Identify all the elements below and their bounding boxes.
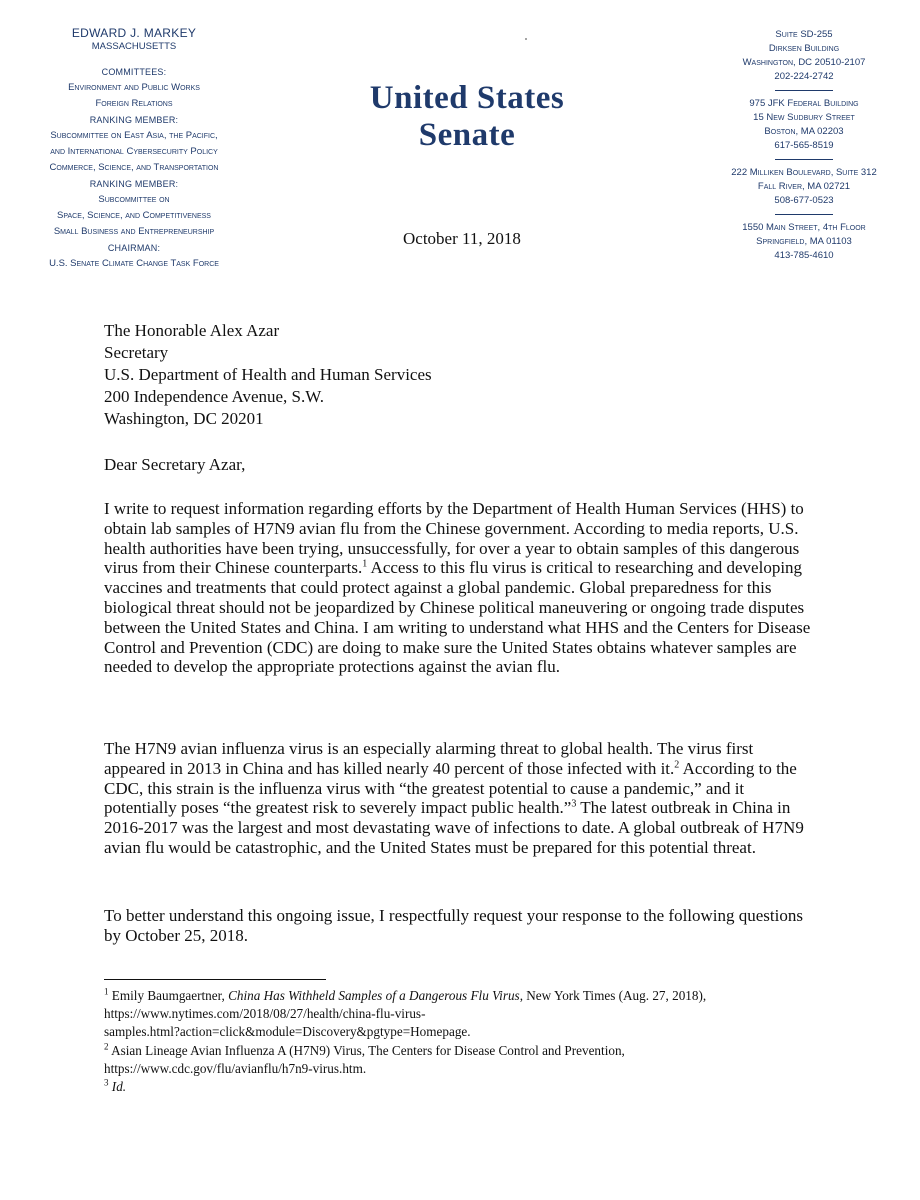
footnote-2: [104, 1042, 824, 1060]
committee-heading: RANKING MEMBER:: [89, 179, 179, 189]
address-line: Washington, DC 20201: [104, 409, 264, 428]
office-line: 15 New Sudbury Street: [753, 112, 855, 123]
office-line: 617-565-8519: [774, 140, 834, 151]
footnote-number: 3: [104, 1077, 109, 1088]
footnote-author: Emily Baumgaertner,: [111, 988, 229, 1003]
footnote-source: , New York Times (Aug. 27, 2018),: [519, 988, 707, 1003]
office-separator: [775, 214, 833, 215]
footnote-ref: 2: [674, 759, 680, 771]
office-block: [712, 166, 896, 208]
recipient-address: [104, 320, 816, 430]
footnote-url: https://www.cdc.gov/flu/avianflu/h7n9-virus.htm.: [104, 1060, 367, 1076]
address-line: 200 Independence Avenue, S.W.: [104, 387, 324, 406]
senator-name: EDWARD J. MARKEY: [71, 26, 197, 40]
office-block: [712, 97, 896, 153]
committee-item: Subcommittee on: [98, 194, 170, 205]
committee-heading: CHAIRMAN:: [107, 243, 161, 253]
senator-state: MASSACHUSETTS: [91, 41, 177, 52]
office-line: Boston, MA 02203: [764, 126, 844, 137]
office-line: Springfield, MA 01103: [756, 236, 852, 247]
paragraph-text: The H7N9 avian influenza virus is an especially alarming threat to global health. The virus first appeared in 2013 in China and has killed nearly 40 percent of those infected with it.: [104, 739, 754, 778]
footnotes: [104, 987, 824, 1096]
committee-item: Subcommittee on East Asia, the Pacific,: [50, 130, 218, 141]
committee-heading: RANKING MEMBER:: [89, 115, 179, 125]
footnote-ref: 3: [571, 798, 577, 810]
footnote-url: samples.html?action=click&module=Discovery&pgtype=Homepage.: [104, 1024, 471, 1040]
footnote-ref: 1: [362, 558, 368, 570]
footnote-url: https://www.nytimes.com/2018/08/27/health/china-flu-virus-: [104, 1006, 426, 1022]
senate-title: United States Senate: [369, 80, 565, 153]
committee-list: [20, 64, 248, 272]
footnote-text: Id.: [111, 1079, 127, 1095]
paragraph-text: I write to request information regarding efforts by the Department of Health Human Services (HHS) to obtain lab samples of H7N9 avian flu from the Chinese government. According to media reports, U.S. health authorities have been trying, unsuccessfully, for over a year to obtain samples of this dangerous virus from their Chinese counterparts.: [104, 499, 804, 578]
paragraph-text: According to the CDC, this strain is the influenza virus with “the greatest potential to cause a pandemic,” and it potentially poses “the greatest risk to severely impact public health.”: [104, 758, 797, 818]
article-title: China Has Withheld Samples of a Dangerous Flu Virus: [228, 988, 520, 1003]
footnote-number: 2: [104, 1041, 109, 1052]
footnote-divider: [104, 979, 326, 980]
office-line: 1550 Main Street, 4th Floor: [742, 222, 866, 233]
footnote-text: Asian Lineage Avian Influenza A (H7N9) Virus, The Centers for Disease Control and Prevention,: [111, 1042, 625, 1058]
paragraph-3: To better understand this ongoing issue, I respectfully request your response to the following questions by October 25, 2018.: [104, 906, 803, 945]
left-letterhead: [20, 26, 248, 272]
office-separator: [775, 90, 833, 91]
paragraph-2: [104, 739, 816, 858]
office-line: Dirksen Building: [768, 43, 840, 54]
paragraph-text: The latest outbreak in China in 2016-2017 was the largest and most devastating wave of infections to date. A global outbreak of H7N9 avian flu would be catastrophic, and the United States must be prepared for this potential threat.: [104, 798, 804, 857]
address-line: The Honorable Alex Azar: [104, 321, 280, 340]
committee-item: Environment and Public Works: [68, 82, 200, 93]
committee-item: Foreign Relations: [95, 98, 173, 109]
salutation: Dear Secretary Azar,: [104, 455, 246, 474]
office-line: 222 Milliken Boulevard, Suite 312: [731, 167, 877, 178]
letter-date: October 11, 2018: [403, 229, 521, 248]
footnote-1: [104, 987, 824, 1005]
office-block: [712, 28, 896, 84]
paragraph-text: Access to this flu virus is critical to researching and developing vaccines and treatments that could protect against a global pandemic. Global preparedness for this biological threat should not be jeopardized by Chinese political maneuvering or ongoing trade disputes between the United States and China. I am writing to understand what HHS and the Centers for Disease Control and Prevention (CDC) are doing to make sure the United States obtains whatever samples are needed to develop the appropriate protections against the avian flu.: [104, 558, 811, 677]
office-line: 202-224-2742: [774, 71, 834, 82]
paragraph-1: [104, 499, 816, 677]
committee-item: Commerce, Science, and Transportation: [49, 162, 219, 173]
address-line: Secretary: [104, 343, 169, 362]
office-line: Suite SD-255: [775, 29, 833, 40]
office-line: Washington, DC 20510-2107: [742, 57, 866, 68]
committee-item: and International Cybersecurity Policy: [50, 146, 218, 157]
committee-heading: COMMITTEES:: [101, 67, 167, 77]
footnote-3: [104, 1078, 824, 1096]
office-line: Fall River, MA 02721: [757, 181, 851, 192]
office-block: [712, 221, 896, 263]
office-line: 508-677-0523: [774, 195, 834, 206]
address-line: U.S. Department of Health and Human Services: [104, 365, 432, 384]
office-line: 413-785-4610: [774, 250, 834, 261]
committee-item: Small Business and Entrepreneurship: [53, 226, 215, 237]
office-separator: [775, 159, 833, 160]
committee-item: Space, Science, and Competitiveness: [57, 210, 211, 221]
office-line: 975 JFK Federal Building: [749, 98, 859, 109]
office-addresses: [712, 28, 896, 263]
committee-item: U.S. Senate Climate Change Task Force: [49, 258, 219, 269]
scan-speck: [525, 38, 527, 40]
footnote-number: 1: [104, 986, 109, 997]
